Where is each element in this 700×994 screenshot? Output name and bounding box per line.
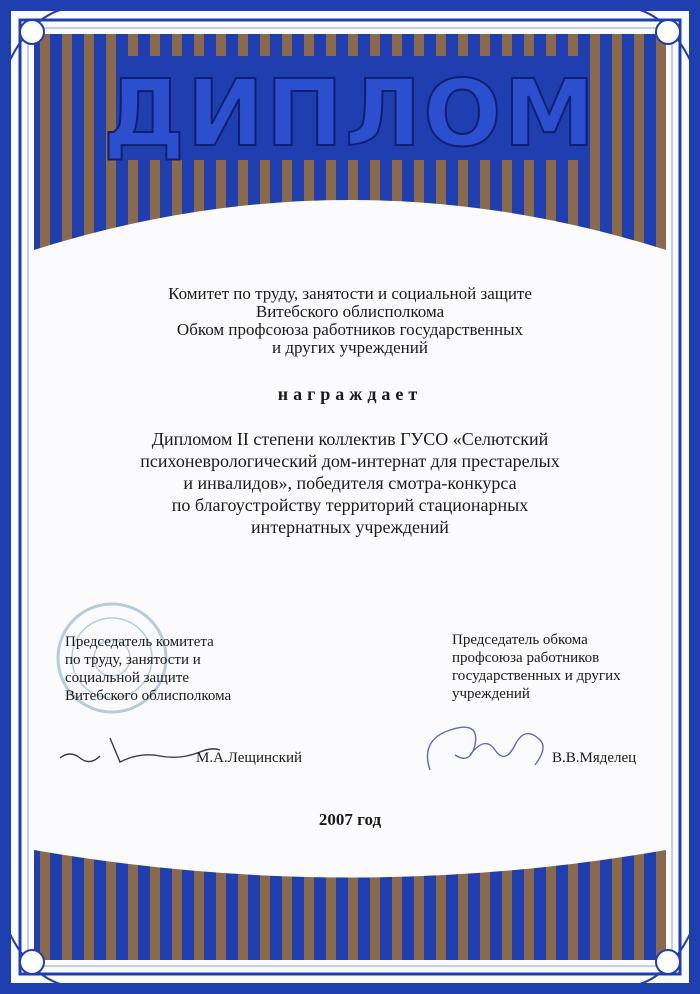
right-signature bbox=[428, 727, 544, 770]
left-signatory-name: М.А.Лещинский bbox=[196, 750, 303, 766]
position-line: Витебского облисполкома bbox=[65, 688, 232, 704]
award-line: интернатных учреждений bbox=[251, 517, 449, 537]
position-line: Председатель обкома bbox=[452, 632, 588, 648]
award-line: по благоустройству территорий стационарных bbox=[171, 495, 529, 515]
issuing-organizations bbox=[0, 285, 700, 357]
position-line: по труду, занятости и bbox=[65, 652, 201, 668]
award-line: психоневрологический дом-интернат для престарелых bbox=[140, 451, 560, 471]
awards-heading: награждает bbox=[277, 384, 423, 404]
left-signatory-position bbox=[65, 633, 231, 705]
position-line: государственных и других bbox=[452, 668, 621, 684]
decorative-stripe bbox=[656, 34, 666, 276]
position-line: социальной защите bbox=[65, 670, 190, 686]
award-text bbox=[0, 428, 700, 538]
org-line: Комитет по труду, занятости и социальной защите bbox=[168, 284, 532, 303]
award-year: 2007 год bbox=[318, 810, 382, 829]
award-line: Дипломом II степени коллектив ГУСО «Селютский bbox=[151, 429, 549, 449]
title-text: ДИПЛОМ bbox=[102, 60, 598, 167]
decorative-stripe bbox=[40, 34, 50, 276]
org-line: Витебского облисполкома bbox=[255, 302, 445, 321]
org-line: Обком профсоюза работников государственных bbox=[176, 320, 524, 339]
award-line: и инвалидов», победителя смотра-конкурса bbox=[183, 473, 517, 493]
org-line: и других учреждений bbox=[272, 338, 428, 357]
position-line: Председатель комитета bbox=[65, 634, 214, 650]
position-line: учреждений bbox=[452, 686, 530, 702]
decorative-stripe bbox=[634, 34, 644, 276]
position-line: профсоюза работников bbox=[452, 650, 600, 666]
right-signatory-name: В.В.Мяделец bbox=[552, 750, 637, 766]
right-signatory-position bbox=[452, 631, 621, 703]
